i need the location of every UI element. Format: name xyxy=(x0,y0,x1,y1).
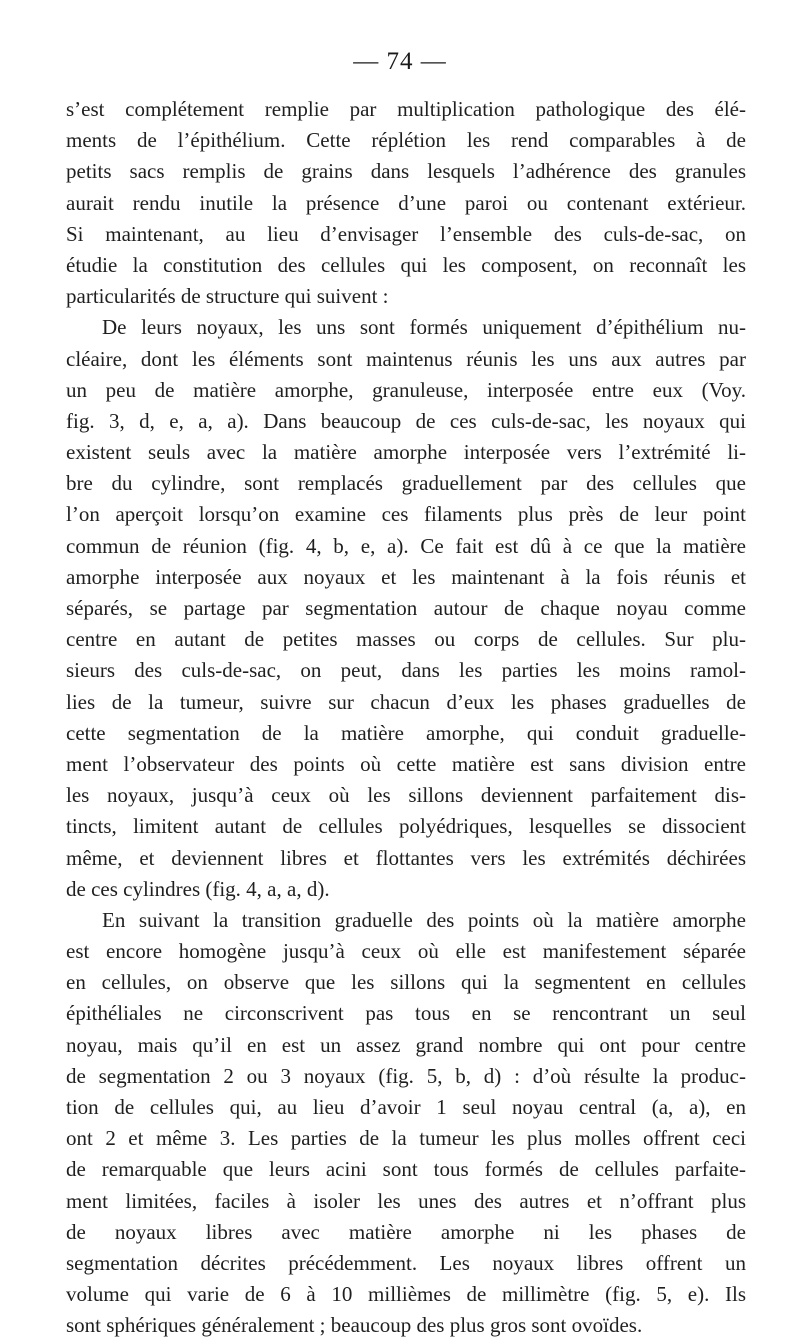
text-line: segmentation décrites précédemment. Les noyaux libres offrent un xyxy=(66,1250,746,1275)
text-line: fig. 3, d, e, a, a). Dans beaucoup de ces culs-de-sac, les noyaux qui xyxy=(66,408,746,433)
text-line: les noyaux, jusqu’à ceux où les sillons deviennent parfaitement dis- xyxy=(66,783,746,808)
text-line: cléaire, dont les éléments sont maintenus réunis les uns aux autres par xyxy=(66,346,746,371)
text-line: aurait rendu inutile la présence d’une paroi ou contenant extérieur. xyxy=(66,190,746,215)
text-line: bre du cylindre, sont remplacés graduellement par des cellules que xyxy=(66,471,746,496)
text-line: Si maintenant, au lieu d’envisager l’ensemble des culs-de-sac, on xyxy=(66,221,746,246)
text-line: de noyaux libres avec matière amorphe ni les phases de xyxy=(66,1219,746,1244)
paragraph-start-line: En suivant la transition graduelle des points où la matière amorphe xyxy=(102,907,746,932)
text-line: amorphe interposée aux noyaux et les maintenant à la fois réunis et xyxy=(66,564,746,589)
text-line: est encore homogène jusqu’à ceux où elle est manifestement séparée xyxy=(66,939,746,964)
body-text xyxy=(66,94,746,1342)
text-line: même, et deviennent libres et flottantes vers les extrémités déchirées xyxy=(66,845,746,870)
text-line: noyau, mais qu’il en est un assez grand nombre qui ont pour centre xyxy=(66,1032,746,1057)
text-line: s’est complétement remplie par multiplication pathologique des élé- xyxy=(66,97,746,121)
text-line: en cellules, on observe que les sillons qui la segmentent en cellules xyxy=(66,970,746,995)
page-number-header: — 74 — xyxy=(353,48,447,75)
text-line: commun de réunion (fig. 4, b, e, a). Ce fait est dû à ce que la matière xyxy=(66,533,746,558)
text-line: sieurs des culs-de-sac, on peut, dans les parties les moins ramol- xyxy=(66,658,746,683)
text-line: l’on aperçoit lorsqu’on examine ces filaments plus près de leur point xyxy=(66,502,746,527)
text-line: volume qui varie de 6 à 10 millièmes de millimètre (fig. 5, e). Ils xyxy=(66,1282,746,1307)
text-line: ment limitées, faciles à isoler les unes des autres et n’offrant plus xyxy=(66,1188,746,1213)
text-line: de segmentation 2 ou 3 noyaux (fig. 5, b, d) : d’où résulte la produc- xyxy=(66,1063,746,1088)
text-line: de remarquable que leurs acini sont tous formés de cellules parfaite- xyxy=(66,1157,746,1182)
text-line: étudie la constitution des cellules qui les composent, on reconnaît les xyxy=(66,252,746,277)
text-line: tincts, limitent autant de cellules polyédriques, lesquelles se dissocient xyxy=(66,814,746,839)
text-line: ments de l’épithélium. Cette réplétion les rend comparables à de xyxy=(66,128,746,153)
text-line: ment l’observateur des points où cette matière est sans division entre xyxy=(66,751,746,776)
text-line: sont sphériques généralement ; beaucoup des plus gros sont ovoïdes. xyxy=(66,1313,643,1338)
text-line: séparés, se partage par segmentation autour de chaque noyau comme xyxy=(66,596,746,620)
text-line: particularités de structure qui suivent : xyxy=(66,284,389,309)
text-line: existent seuls avec la matière amorphe interposée vers l’extrémité li- xyxy=(66,440,746,465)
text-line: épithéliales ne circonscrivent pas tous en se rencontrant un seul xyxy=(66,1001,746,1026)
text-line: petits sacs remplis de grains dans lesquels l’adhérence des granules xyxy=(66,159,746,184)
text-line: un peu de matière amorphe, granuleuse, interposée entre eux (Voy. xyxy=(66,377,746,402)
text-line: de ces cylindres (fig. 4, a, a, d). xyxy=(66,876,330,901)
text-line: centre en autant de petites masses ou corps de cellules. Sur plu- xyxy=(66,627,746,652)
text-line: ont 2 et même 3. Les parties de la tumeur les plus molles offrent ceci xyxy=(66,1126,746,1151)
paragraph-start-line: De leurs noyaux, les uns sont formés uniquement d’épithélium nu- xyxy=(102,315,746,340)
text-line: tion de cellules qui, au lieu d’avoir 1 seul noyau central (a, a), en xyxy=(66,1095,746,1119)
text-line: cette segmentation de la matière amorphe, qui conduit graduelle- xyxy=(66,720,746,745)
text-line: lies de la tumeur, suivre sur chacun d’eux les phases graduelles de xyxy=(66,689,746,714)
